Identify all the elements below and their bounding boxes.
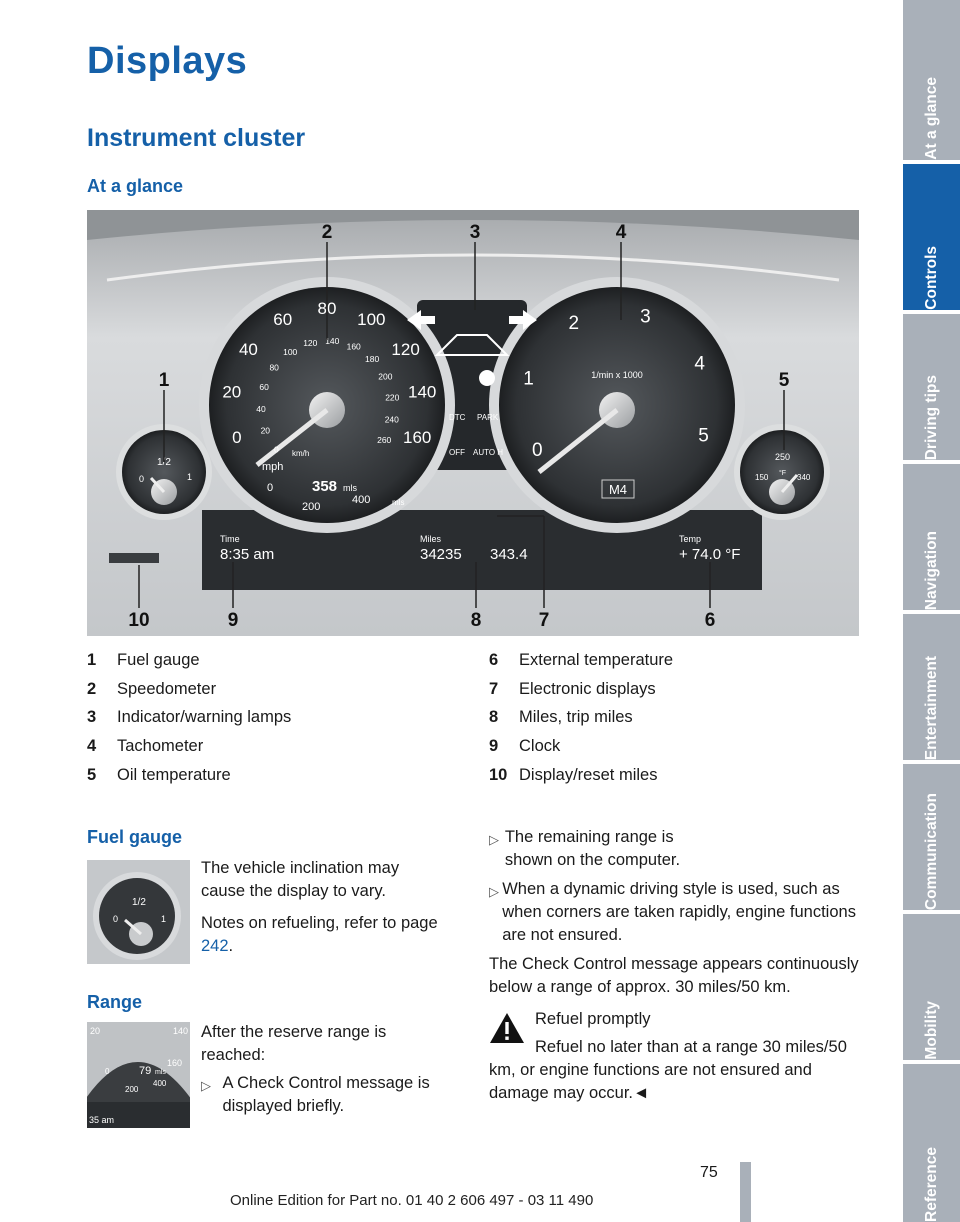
thumb-range-label: 160 [167,1058,183,1068]
tachometer-unit: 1/min x 1000 [591,370,643,380]
trip-value: 343.4 [490,546,528,563]
lamp-park: PARK [477,413,499,422]
thumb-range-label: 140 [173,1026,189,1036]
lamp-dtc: DTC [449,413,466,422]
fuel-label-0: 0 [139,474,145,484]
legend-item: 5 Oil temperature [87,765,231,784]
time-value: 8:35 am [220,546,275,563]
temp-value: + 74.0 °F [679,546,741,563]
scale-label: 2 [568,312,580,334]
scale-label: 160 [403,427,432,447]
bullet-triangle-icon: ▷ [201,1078,211,1093]
legend-item: 7 Electronic displays [489,679,656,698]
range-heading: Range [87,992,143,1012]
tab-mobility[interactable]: Mobility [903,914,960,1060]
range-text: After the reserve range is reached: [201,1023,387,1064]
page-title: Displays [87,40,248,82]
scale-label: 180 [365,353,380,364]
callout-5: 5 [778,370,790,391]
scale-label: 3 [640,306,651,328]
callout-10: 10 [128,610,150,631]
scale-label: 1 [523,368,534,390]
callout-8: 8 [470,610,482,631]
scale-label: 260 [377,435,392,445]
instrument-cluster-illustration [87,210,859,636]
scale-label: 220 [385,392,400,403]
time-label: Time [220,534,240,544]
oil-label-mid: 250 [775,452,791,462]
scale-label: 140 [325,336,340,347]
scale-label: 120 [391,339,420,359]
list-item: ▷ The remaining range is shown on the computer. [489,826,689,872]
thumb-fuel-0: 0 [113,914,119,924]
page-link[interactable]: 242 [201,937,229,955]
tab-reference[interactable]: Reference [903,1064,960,1222]
range-thumbnail [87,1022,190,1128]
chapter-sidebar [903,0,960,1222]
scale-label: 60 [273,309,293,329]
scale-label: 240 [384,414,399,425]
oil-unit: °F [779,470,787,477]
thumb-fuel-1: 1 [161,914,167,924]
gear-indicator: M4 [608,482,628,497]
callout-4: 4 [615,222,627,243]
warning-title: Refuel promptly [535,1010,651,1028]
tab-controls[interactable]: Controls [903,164,960,310]
check-control-text: The Check Control message appears continuously below a range of approx. 30 miles/50 km. [489,955,859,996]
section-title: Instrument cluster [87,124,306,152]
fuel-gauge-thumbnail [87,860,190,964]
callout-7: 7 [538,610,550,631]
list-item: ▷ When a dynamic driving style is used, such as when corners are taken rapidly, engine functions are not ensured. [489,878,864,947]
callout-1: 1 [158,370,170,391]
fuel-gauge-text: The vehicle inclination may cause the display to vary. Notes on refueling, refer to page 242. [201,859,438,955]
thumb-range-label: 35 am [89,1115,115,1125]
callout-6: 6 [704,610,716,631]
speedo-arc-label-1: 200 [302,501,321,513]
scale-label: 200 [378,371,393,382]
scale-label: 120 [303,338,318,349]
legend-item: 8 Miles, trip miles [489,708,633,727]
callout-2: 2 [321,222,333,243]
fuel-gauge-heading: Fuel gauge [87,827,183,847]
thumb-fuel-half: 1/2 [132,897,146,908]
range-unit: mls [343,483,357,493]
legend-item: 4 Tachometer [87,737,204,756]
scale-label: 0 [532,440,543,461]
range-value: 358 [312,478,338,495]
thumb-range-label: 200 [125,1085,139,1094]
legend-left [87,646,291,790]
speedo-arc-label-0: 0 [267,482,274,494]
scale-label: 100 [357,309,386,329]
scale-label: 160 [346,341,361,352]
lamp-off: OFF [449,448,465,457]
scale-label: 140 [408,382,437,402]
temp-label: Temp [679,534,702,544]
scale-label: 5 [698,425,709,447]
subsection-title: At a glance [87,176,184,196]
speedo-arc-unit: mls [392,498,405,507]
callout-3: 3 [469,222,481,243]
fuel-label-half: 1/2 [157,457,171,468]
legend-item: 3 Indicator/warning lamps [87,708,292,727]
scale-label: 0 [274,444,279,455]
scale-label: 40 [238,339,258,359]
warning-text: Refuel no later than at a range 30 miles/50 km, or engine functions are not ensured and damage may occur.◄ [489,1038,847,1102]
thumb-range-label: 20 [90,1026,101,1036]
list-item: ▷ A Check Control message is displayed briefly. [201,1072,461,1118]
oil-label-low: 150 [755,473,769,482]
tab-navigation[interactable]: Navigation [903,464,960,610]
legend-right [489,646,673,790]
scale-label: 20 [222,382,242,402]
kmh-unit: km/h [292,449,310,458]
bullet-triangle-icon: ▷ [489,884,499,899]
callout-9: 9 [227,610,239,631]
fuel-label-1: 1 [187,472,193,482]
thumb-range-label: mls [155,1069,166,1076]
scale-label: 80 [269,362,279,373]
bullet-triangle-icon: ▷ [489,832,499,847]
mph-unit: mph [262,461,284,473]
thumb-range-label: 400 [153,1079,167,1088]
scale-label: 4 [694,353,705,375]
thumb-range-label: 79 [139,1065,152,1077]
legend-item: 10 Display/reset miles [489,765,658,784]
legend-item: 2 Speedometer [87,679,217,698]
page-marker [740,1162,751,1222]
tab-at-a-glance[interactable]: At a glance [903,0,960,160]
tab-entertainment[interactable]: Entertainment [903,614,960,760]
miles-label: Miles [420,534,442,544]
thumb-range-label: 0 [105,1067,110,1076]
tab-communication[interactable]: Communication [903,764,960,910]
lamp-auto-h: AUTO H [473,448,504,457]
scale-label: 80 [317,299,337,318]
legend-item: 6 External temperature [489,651,674,669]
scale-label: 60 [259,381,269,392]
scale-label: 40 [256,403,266,414]
footer-text: Online Edition for Part no. 01 40 2 606 497 - 03 11 490 [230,1192,594,1209]
miles-value: 34235 [420,546,462,563]
scale-label: 0 [232,427,242,447]
legend-item: 9 Clock [489,737,561,756]
oil-label-high: 340 [797,473,811,482]
tab-driving-tips[interactable]: Driving tips [903,314,960,460]
scale-label: 20 [260,425,271,436]
speedo-arc-label-2: 400 [352,494,371,506]
scale-label: 100 [283,347,298,358]
page-number: 75 [700,1164,718,1181]
legend-item: 1 Fuel gauge [87,651,200,669]
